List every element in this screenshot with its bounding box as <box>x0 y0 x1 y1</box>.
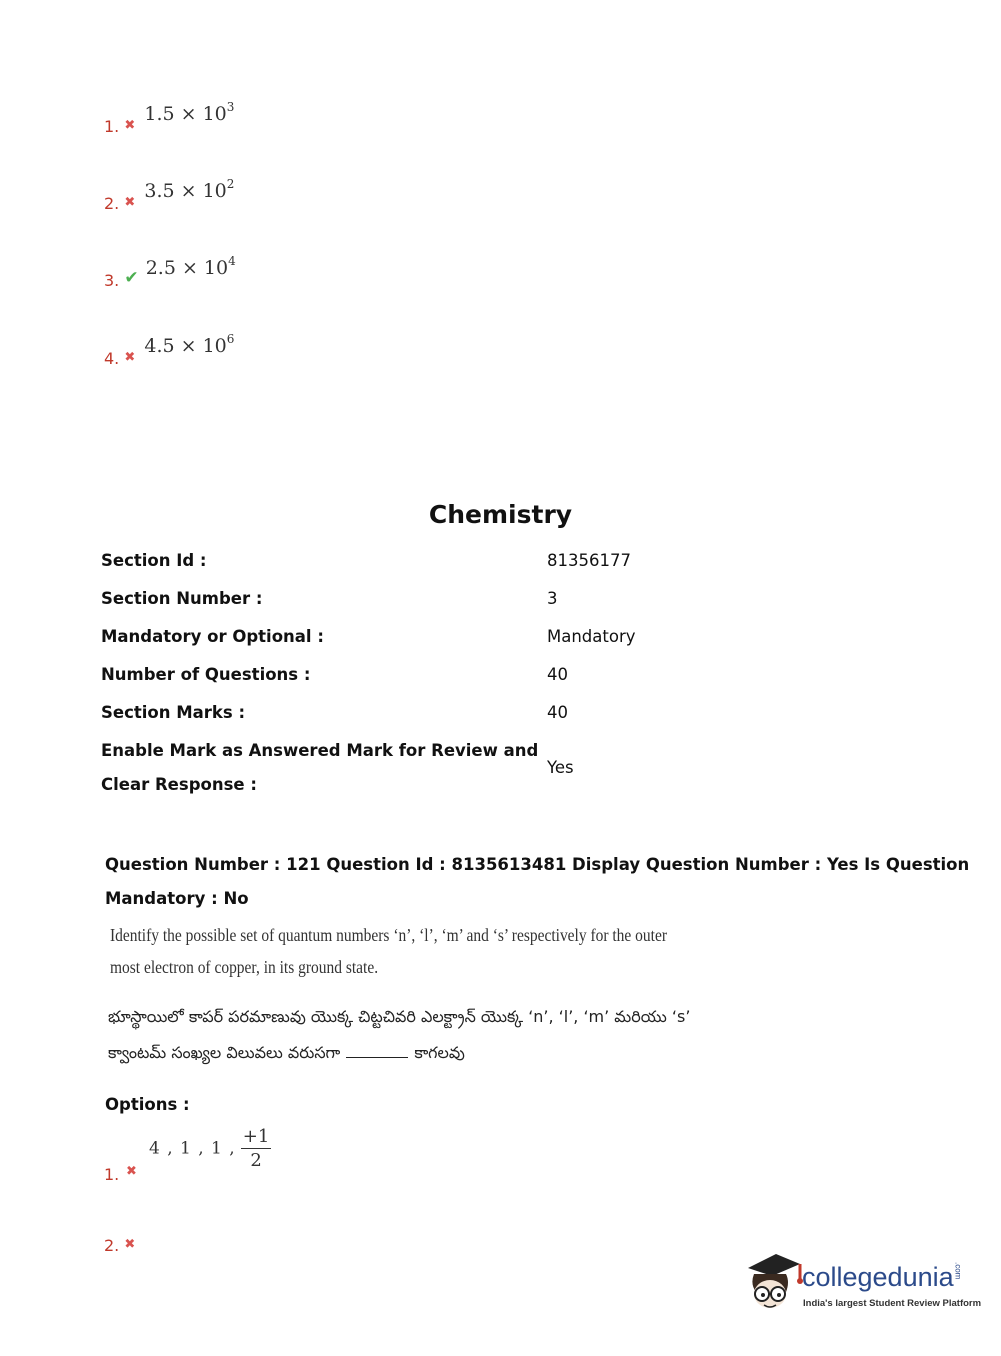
question-text-telugu-line1: భూస్థాయిలో కాపర్ పరమాణువు యొక్క చిట్టచివరి ఎలక్ట్రాన్ యొక్క ‘n’, ‘l’, ‘m’ మరియు ‘s’ <box>108 1007 691 1026</box>
option-3 <box>104 254 236 290</box>
section-number-label: Section Number : <box>101 589 263 608</box>
question-option-2 <box>104 1236 135 1255</box>
logo-name: collegedunia.com <box>802 1262 963 1292</box>
wrong-mark-icon: ✖ <box>124 350 136 365</box>
option-value: 4 , 1 , 1 , $\frac{+1}{2}$ <box>149 1126 270 1171</box>
option-value: $3.5 \times 10^2$ <box>144 177 235 202</box>
option-number: 2. <box>104 1236 120 1255</box>
wrong-mark-icon: ✖ <box>124 1237 136 1252</box>
mandatory-label: Mandatory or Optional : <box>101 627 324 646</box>
option-number: 2. <box>104 194 120 213</box>
option-number: 1. <box>104 1165 120 1184</box>
enable-mark-value: Yes <box>547 758 574 777</box>
section-title: Chemistry <box>428 500 573 529</box>
mascot-icon <box>742 1250 804 1316</box>
options-label: Options : <box>105 1095 190 1114</box>
enable-mark-label-line1: Enable Mark as Answered Mark for Review and <box>101 741 539 760</box>
section-id-value: 81356177 <box>547 551 631 570</box>
option-number: 3. <box>104 271 120 290</box>
option-4 <box>104 332 235 368</box>
question-header-line2: Mandatory : No <box>105 889 249 908</box>
collegedunia-logo <box>742 1250 982 1320</box>
wrong-mark-icon: ✖ <box>126 1164 137 1179</box>
section-marks-value: 40 <box>547 703 568 722</box>
section-marks-label: Section Marks : <box>101 703 246 722</box>
option-value: $2.5 \times 10^4$ <box>145 254 236 279</box>
num-questions-label: Number of Questions : <box>101 665 311 684</box>
num-questions-value: 40 <box>547 665 568 684</box>
option-number: 4. <box>104 349 120 368</box>
correct-check-icon: ✔ <box>124 268 139 288</box>
wrong-mark-icon: ✖ <box>124 195 136 210</box>
section-id-label: Section Id : <box>101 551 207 570</box>
logo-tagline: India's largest Student Review Platform <box>803 1298 982 1309</box>
answer-blank <box>346 1057 408 1058</box>
question-text-telugu-line2: క్వాంటమ్ సంఖ్యల విలువలు వరుసగా కాగలవు <box>108 1043 465 1062</box>
fraction: $\frac{+1}{2}$ <box>242 1126 270 1171</box>
question-text-english-line2: most electron of copper, in its ground state. <box>110 957 379 977</box>
option-number: 1. <box>104 117 120 136</box>
wrong-mark-icon: ✖ <box>124 118 136 133</box>
question-text-english-line1: Identify the possible set of quantum numbers ‘n’, ‘l’, ‘m’ and ‘s’ respectively for the outer <box>110 925 667 945</box>
section-number-value: 3 <box>547 589 558 608</box>
question-header-line1: Question Number : 121 Question Id : 8135613481 Display Question Number : Yes Is Question <box>105 855 970 874</box>
option-value: $4.5 \times 10^6$ <box>144 332 235 357</box>
option-value: $1.5 \times 10^3$ <box>144 100 235 125</box>
enable-mark-label-line2: Clear Response : <box>101 775 257 794</box>
option-2 <box>104 177 235 213</box>
mandatory-value: Mandatory <box>547 627 636 646</box>
option-1 <box>104 100 235 136</box>
